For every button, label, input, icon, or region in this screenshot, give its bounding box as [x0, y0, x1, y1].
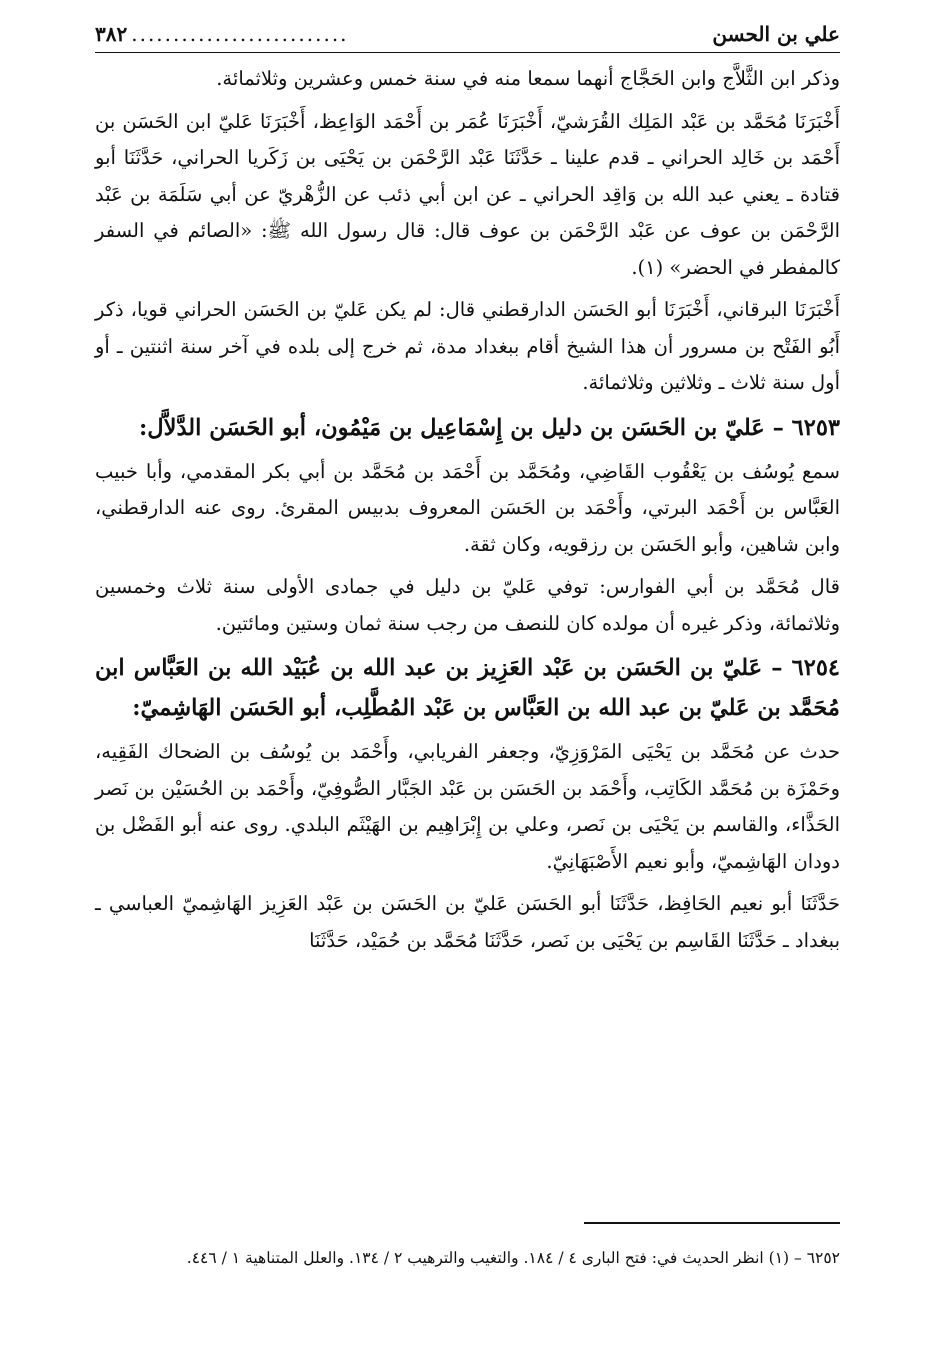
footnote-divider	[584, 1222, 840, 1224]
entry-heading-6253: ٦٢٥٣ – عَليّ بن الحَسَن بن دليل بن إِسْمَاعِيل بن مَيْمُون، أبو الحَسَن الدَّلاَّل:	[139, 414, 840, 441]
footnote: ٦٢٥٢ – (١) انظر الحديث في: فتح البارى ٤ / ١٨٤. والتغيب والترهيب ٢ / ١٣٤. والعلل المتناهية ١ / ٤٤٦.	[186, 1249, 840, 1267]
entry-heading-6254: ٦٢٥٤ – عَليّ بن الحَسَن بن عَبْد العَزِيز بن عبد الله بن عُبَيْد الله بن العَبَّاس ابن مُحَمَّد بن عَليّ بن عبد الله بن العَبَّاس بن عَبْد المُطَّلِب، أبو الحَسَن الهَاشِميّ:	[95, 655, 840, 721]
paragraph: أَخْبَرَنَا مُحَمَّد بن عَبْد المَلِك القُرَشيّ، أَخْبَرَنَا عُمَر بن أَحْمَد الوَاعِظ، أَخْبَرَنَا عَليّ ابن الحَسَن بن أَحْمَد بن خَالِد الحراني ـ قدم علينا ـ حَدَّثَنَا عَبْد الرَّحْمَن بن يَحْيَى بن زَكَريا الحراني، حَدَّثَنَا أبو قتادة ـ يعني عبد الله بن وَاقِد الحراني ـ عن ابن أبي ذئب عن الزُّهْريّ عن أبي سَلَمَة بن عَبْد الرَّحْمَن بن عوف عن عَبْد الرَّحْمَن بن عوف قال: قال رسول الله ﷺ: «الصائم في السفر كالمفطر في الحضر» (١).	[95, 109, 840, 279]
page-number: ٣٨٢	[95, 22, 128, 46]
paragraph: قال مُحَمَّد بن أبي الفوارس: توفي عَليّ بن دليل في جمادى الأولى سنة ثلاث وخمسين وثلاثمائة، وذكر غيره أن مولده كان للنصف من رجب سنة ثمان وستين ومائتين.	[95, 575, 840, 635]
paragraph: حدث عن مُحَمَّد بن يَحْيَى المَرْوَزِيّ، وجعفر الفريابي، وأَحْمَد بن يُوسُف بن الضحاك الفَقِيه، وحَمْزَة بن مُحَمَّد الكَاتِب، وأَحْمَد بن الحَسَن بن عَبْد الجَبَّار الصُّوفِيّ، وأَحْمَد بن الحُسَيْن بن نَصر الحَذَّاء، والقاسم بن يَحْيَى بن نَصر، وعلي بن إِبْرَاهِيم بن الهَيْثَم البلدي. روى عنه أبو الفَضْل بن دودان الهَاشِميّ، وأبو نعيم الأَصْبَهَانِيّ.	[95, 740, 840, 873]
running-head-left	[95, 22, 349, 46]
paragraph: وذكر ابن الثَّلاَّج وابن الحَجَّاج أنهما سمعا منه في سنة خمس وعشرين وثلاثمائة.	[216, 67, 840, 90]
paragraph: سمع يُوسُف بن يَعْقُوب القَاضِي، ومُحَمَّد بن أَحْمَد بن مُحَمَّد بن أبي بكر المقدمي، وأبا خبيب العَبَّاس بن أَحْمَد البرتي، وأَحْمَد بن الحَسَن المعروف بدبيس المقرئ. روى عنه الدارقطني، وابن شاهين، وأبو الحَسَن بن رزقويه، وكان ثقة.	[95, 459, 840, 556]
running-head-title: علي بن الحسن	[712, 22, 840, 46]
paragraph: حَدَّثَنَا أبو نعيم الحَافِظ، حَدَّثَنَا أبو الحَسَن عَليّ بن الحَسَن بن عَبْد العَزِيز الهَاشِميّ العباسي ـ ببغداد ـ حَدَّثَنَا القَاسِم بن يَحْيَى بن نَصر، حَدَّثَنَا مُحَمَّد بن حُمَيْد، حَدَّثَنَا	[95, 892, 840, 952]
running-head-dots: ..........................	[131, 22, 349, 46]
paragraph: أَخْبَرَنَا البرقاني، أَخْبَرَنَا أبو الحَسَن الدارقطني قال: لم يكن عَليّ بن الحَسَن الحراني قويا، ذكر أَبُو الفَتْح بن مسرور أن هذا الشيخ أقام ببغداد مدة، ثم خرج إلى بلده في آخر سنة اثنتين ـ أو أول سنة ثلاث ـ وثلاثين وثلاثمائة.	[95, 298, 840, 394]
running-head	[95, 22, 840, 53]
